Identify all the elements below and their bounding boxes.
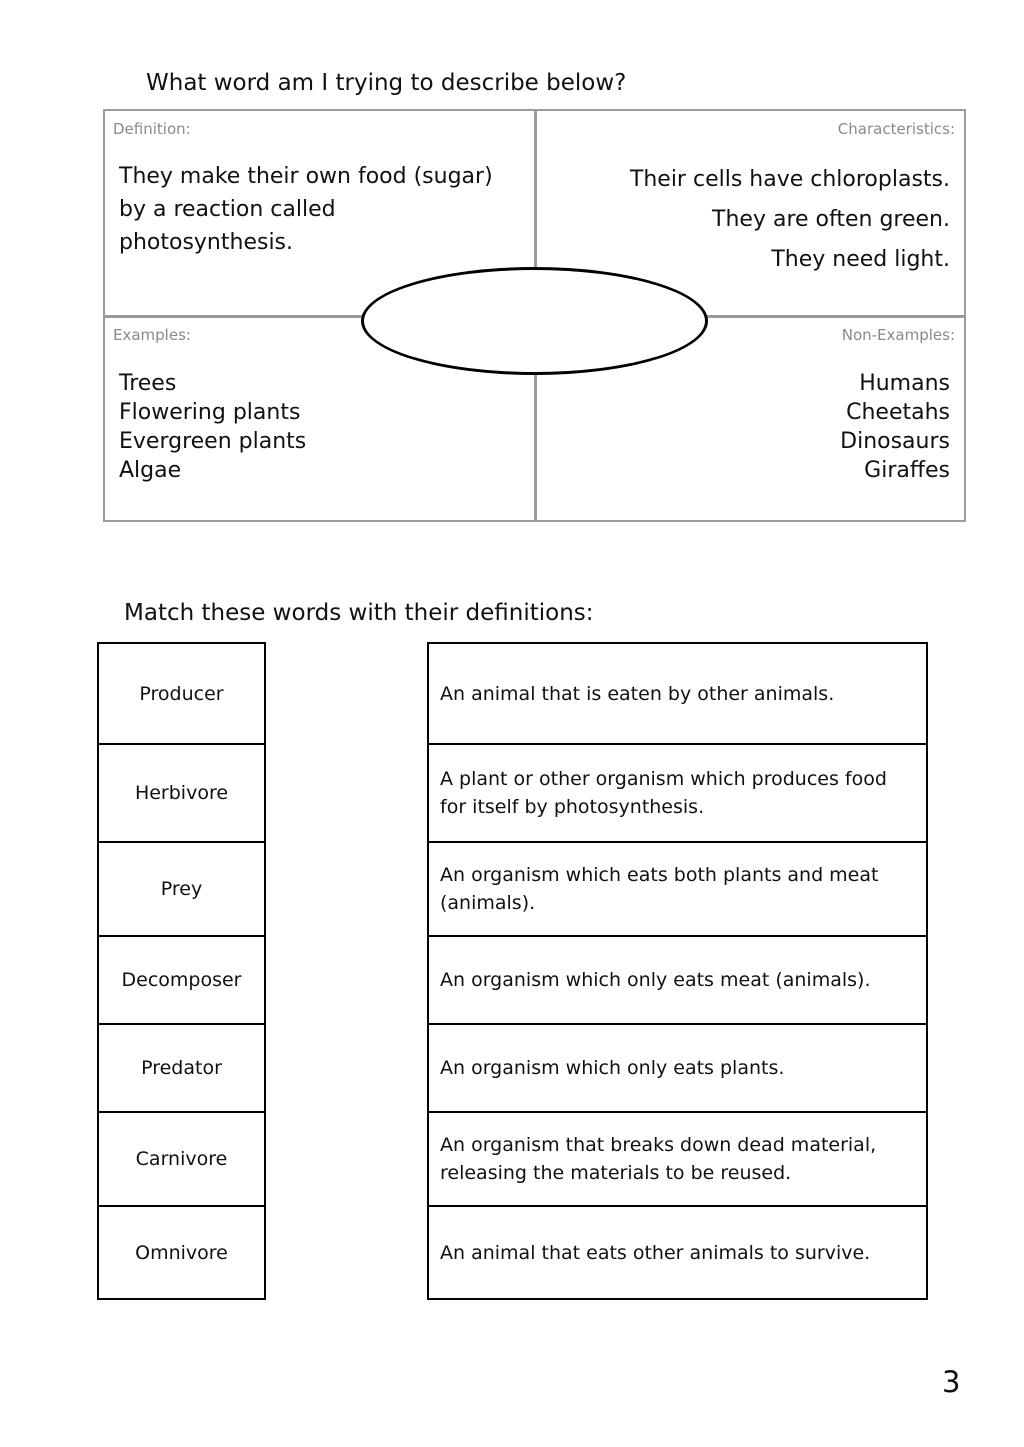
definition-text <box>119 160 493 259</box>
definition-line: They make their own food (sugar) <box>119 164 493 189</box>
characteristics-label: Characteristics: <box>837 120 955 138</box>
definition-line: by a reaction called <box>119 197 336 222</box>
non-example-item: Cheetahs <box>846 400 950 425</box>
example-item: Algae <box>119 458 182 483</box>
definitions-column <box>427 642 928 1300</box>
non-example-item: Giraffes <box>864 458 950 483</box>
word-cell[interactable]: Producer <box>99 644 264 745</box>
page-number: 3 <box>942 1365 961 1399</box>
matching-title: Match these words with their definitions: <box>124 600 594 626</box>
example-item: Trees <box>119 371 177 396</box>
definition-cell[interactable]: An organism which eats both plants and meat (animals). <box>429 843 926 937</box>
word-cell[interactable]: Prey <box>99 843 264 937</box>
answer-oval[interactable] <box>361 267 708 375</box>
word-cell[interactable]: Herbivore <box>99 745 264 843</box>
characteristic-item: They need light. <box>771 247 950 272</box>
examples-list <box>119 369 306 485</box>
example-item: Evergreen plants <box>119 429 307 454</box>
example-item: Flowering plants <box>119 400 301 425</box>
characteristics-list <box>630 160 950 280</box>
non-examples-list <box>840 369 950 485</box>
characteristic-item: Their cells have chloroplasts. <box>629 167 950 192</box>
definition-cell[interactable]: An organism that breaks down dead material, releasing the materials to be reused. <box>429 1113 926 1207</box>
word-cell[interactable]: Decomposer <box>99 937 264 1025</box>
definition-label: Definition: <box>113 120 191 138</box>
non-examples-label: Non-Examples: <box>841 326 955 344</box>
frayer-question: What word am I trying to describe below? <box>146 70 627 96</box>
definition-cell[interactable]: A plant or other organism which produces food for itself by photosynthesis. <box>429 745 926 843</box>
definition-cell[interactable]: An animal that is eaten by other animals. <box>429 644 926 745</box>
word-cell[interactable]: Carnivore <box>99 1113 264 1207</box>
definition-line: photosynthesis. <box>119 230 294 255</box>
examples-label: Examples: <box>113 326 191 344</box>
non-example-item: Humans <box>859 371 950 396</box>
word-cell[interactable]: Omnivore <box>135 1241 228 1264</box>
word-cell[interactable]: Predator <box>99 1025 264 1113</box>
non-example-item: Dinosaurs <box>840 429 950 454</box>
characteristic-item: They are often green. <box>712 207 950 232</box>
definition-cell[interactable]: An organism which only eats meat (animals). <box>429 937 926 1025</box>
words-column <box>97 642 266 1300</box>
definition-cell[interactable]: An organism which only eats plants. <box>429 1025 926 1113</box>
definition-cell[interactable]: An animal that eats other animals to survive. <box>440 1241 871 1264</box>
